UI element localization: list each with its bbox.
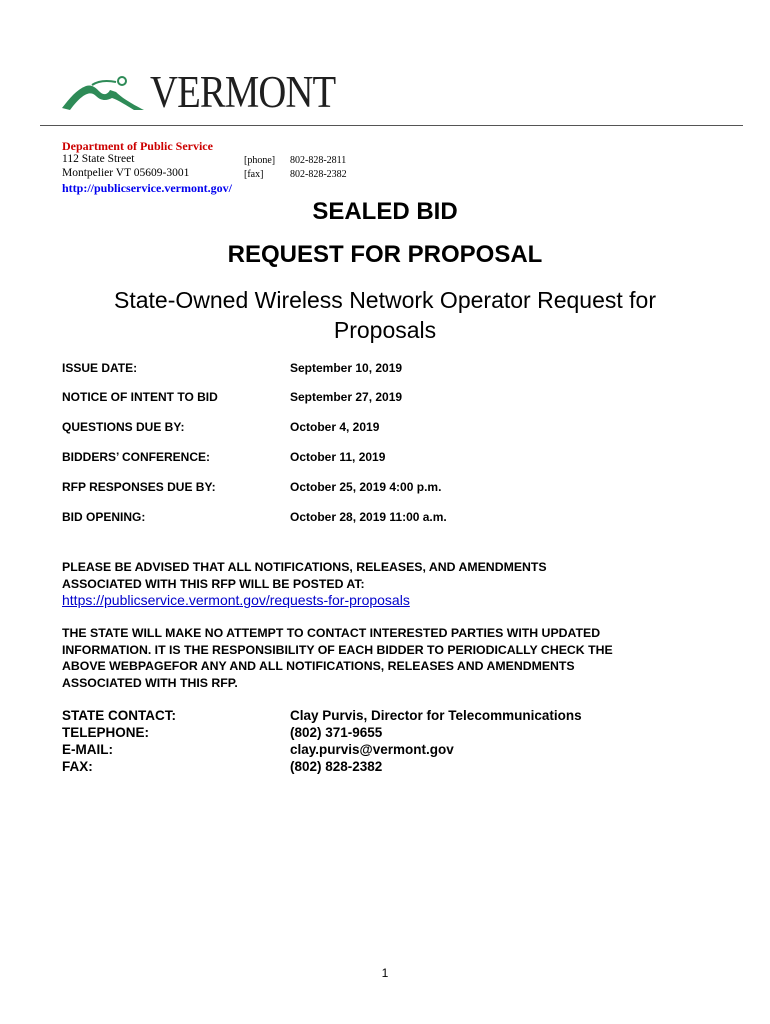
state-contact-label: STATE CONTACT:	[62, 708, 176, 723]
subject-title-line1: State-Owned Wireless Network Operator Request for	[114, 287, 656, 313]
schedule-value: October 11, 2019	[290, 450, 386, 464]
schedule-label: RFP RESPONSES DUE BY:	[62, 480, 216, 494]
street-address: 112 State Street	[62, 153, 135, 165]
contact-labels	[62, 707, 176, 775]
fax-contact-value: (802) 828-2382	[290, 759, 383, 774]
fax-number: 802-828-2382	[290, 169, 347, 180]
email-label: E-MAIL:	[62, 742, 113, 757]
advisory-line: ASSOCIATED WITH THIS RFP WILL BE POSTED AT:	[62, 576, 365, 591]
phone-label: [phone]	[244, 155, 276, 166]
contact-values	[290, 707, 582, 775]
subject-title-line2: Proposals	[333, 317, 437, 343]
responsibility-line: ASSOCIATED WITH THIS RFP.	[62, 675, 238, 690]
responsibility-line: THE STATE WILL MAKE NO ATTEMPT TO CONTACT INTERESTED PARTIES WITH UPDATED	[62, 626, 601, 640]
fax-contact-label: FAX:	[62, 759, 93, 774]
schedule-value: October 4, 2019	[290, 420, 380, 434]
schedule-value: September 27, 2019	[290, 390, 403, 404]
schedule-value: September 10, 2019	[290, 361, 403, 375]
email-value[interactable]: clay.purvis@vermont.gov	[290, 742, 454, 757]
rfp-postings-link[interactable]: https://publicservice.vermont.gov/requests-for-proposals	[62, 592, 410, 608]
vermont-logo-text: VERMONT	[150, 67, 336, 117]
responsibility-notice	[62, 625, 712, 691]
advisory-line: PLEASE BE ADVISED THAT ALL NOTIFICATIONS, RELEASES, AND AMENDMENTS	[62, 560, 547, 574]
sealed-bid-title: SEALED BID	[312, 198, 458, 225]
telephone-value: (802) 371-9655	[290, 725, 383, 740]
telephone-label: TELEPHONE:	[62, 725, 150, 740]
responsibility-line: ABOVE WEBPAGEFOR ANY AND ALL NOTIFICATIONS, RELEASES AND AMENDMENTS	[62, 659, 575, 673]
city-address: Montpelier VT 05609-3001	[62, 167, 190, 179]
phone-number: 802-828-2811	[290, 155, 347, 166]
page-number: 1	[381, 966, 389, 980]
department-name: Department of Public Service	[62, 139, 213, 153]
schedule-value: October 28, 2019 11:00 a.m.	[290, 510, 447, 524]
website-link[interactable]: http://publicservice.vermont.gov/	[62, 181, 232, 195]
schedule-label: QUESTIONS DUE BY:	[62, 420, 185, 434]
header-divider	[40, 125, 743, 126]
schedule-label: NOTICE OF INTENT TO BID	[62, 390, 218, 404]
advisory-notice	[62, 559, 712, 609]
state-contact-value: Clay Purvis, Director for Telecommunications	[290, 708, 582, 723]
schedule-label: ISSUE DATE:	[62, 361, 138, 375]
rfp-title: REQUEST FOR PROPOSAL	[227, 241, 543, 268]
schedule-label: BIDDERS’ CONFERENCE:	[62, 450, 211, 464]
vermont-logo-mountain-icon	[62, 72, 144, 112]
schedule-label: BID OPENING:	[62, 510, 146, 524]
fax-label: [fax]	[244, 169, 264, 180]
schedule-value: October 25, 2019 4:00 p.m.	[290, 480, 442, 494]
responsibility-line: INFORMATION. IT IS THE RESPONSIBILITY OF EACH BIDDER TO PERIODICALLY CHECK THE	[62, 642, 613, 657]
